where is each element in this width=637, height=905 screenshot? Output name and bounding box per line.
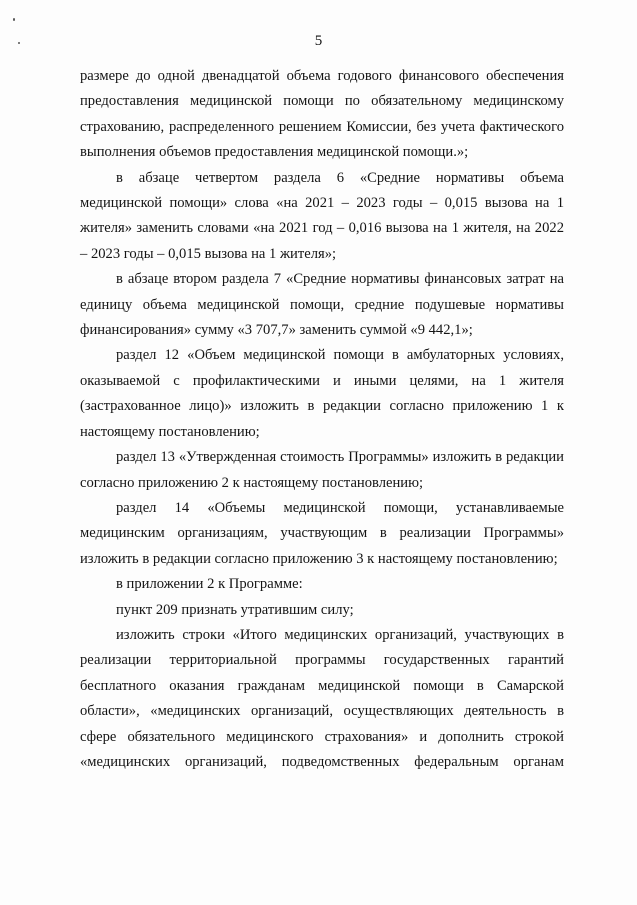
paragraph-appendix-2-intro: в приложении 2 к Программе: <box>116 576 303 593</box>
paragraph-continuation: размере до одной двенадцатой объема годового финансового обеспечения предоставления медицинской помощи по обязательному медицинскому страхованию, распределенного решением Комиссии, без учета фактического выполнения объемов предоставления медицинской помощи.»; <box>80 68 564 161</box>
scan-speck <box>13 18 15 21</box>
paragraph-section-13-amendment: раздел 13 «Утвержденная стоимость Программы» изложить в редакции согласно приложению 2 к настоящему постановлению; <box>80 449 564 491</box>
page-number: 5 <box>314 33 323 49</box>
paragraph-section-14-amendment: раздел 14 «Объемы медицинской помощи, устанавливаемые медицинским организациям, участвующим в реализации Программы» изложить в редакции согласно приложению 3 к настоящему постановлению; <box>80 499 564 567</box>
paragraph-section-6-amendment: в абзаце четвертом раздела 6 «Средние нормативы объема медицинской помощи» слова «на 2021 – 2023 годы – 0,015 вызова на 1 жителя» заменить словами «на 2021 год – 0,016 вызова на 1 жителя, на 2022 – 2023 годы – 0,015 вызова на 1 жителя»; <box>80 169 564 262</box>
paragraph-item-209: пункт 209 признать утратившим силу; <box>116 601 354 618</box>
document-body <box>80 64 564 775</box>
paragraph-section-12-amendment: раздел 12 «Объем медицинской помощи в амбулаторных условиях, оказываемой с профилактическими и иными целями, на 1 жителя (застрахованное лицо)» изложить в редакции согласно приложению 1 к настоящему постановлению; <box>80 347 564 440</box>
paragraph-rows-amendment: изложить строки «Итого медицинских организаций, участвующих в реализации территориальной программы государственных гарантий бесплатного оказания гражданам медицинской помощи в Самарской области», «медицинских организаций, осуществляющих деятельность в сфере обязательного медицинского страхования» и дополнить строкой «медицинских организаций, подведомственных федеральным органам <box>80 626 564 770</box>
paragraph-section-7-amendment: в абзаце втором раздела 7 «Средние нормативы финансовых затрат на единицу объема медицинской помощи, средние подушевые нормативы финансирования» сумму «3 707,7» заменить суммой «9 442,1»; <box>80 271 564 339</box>
